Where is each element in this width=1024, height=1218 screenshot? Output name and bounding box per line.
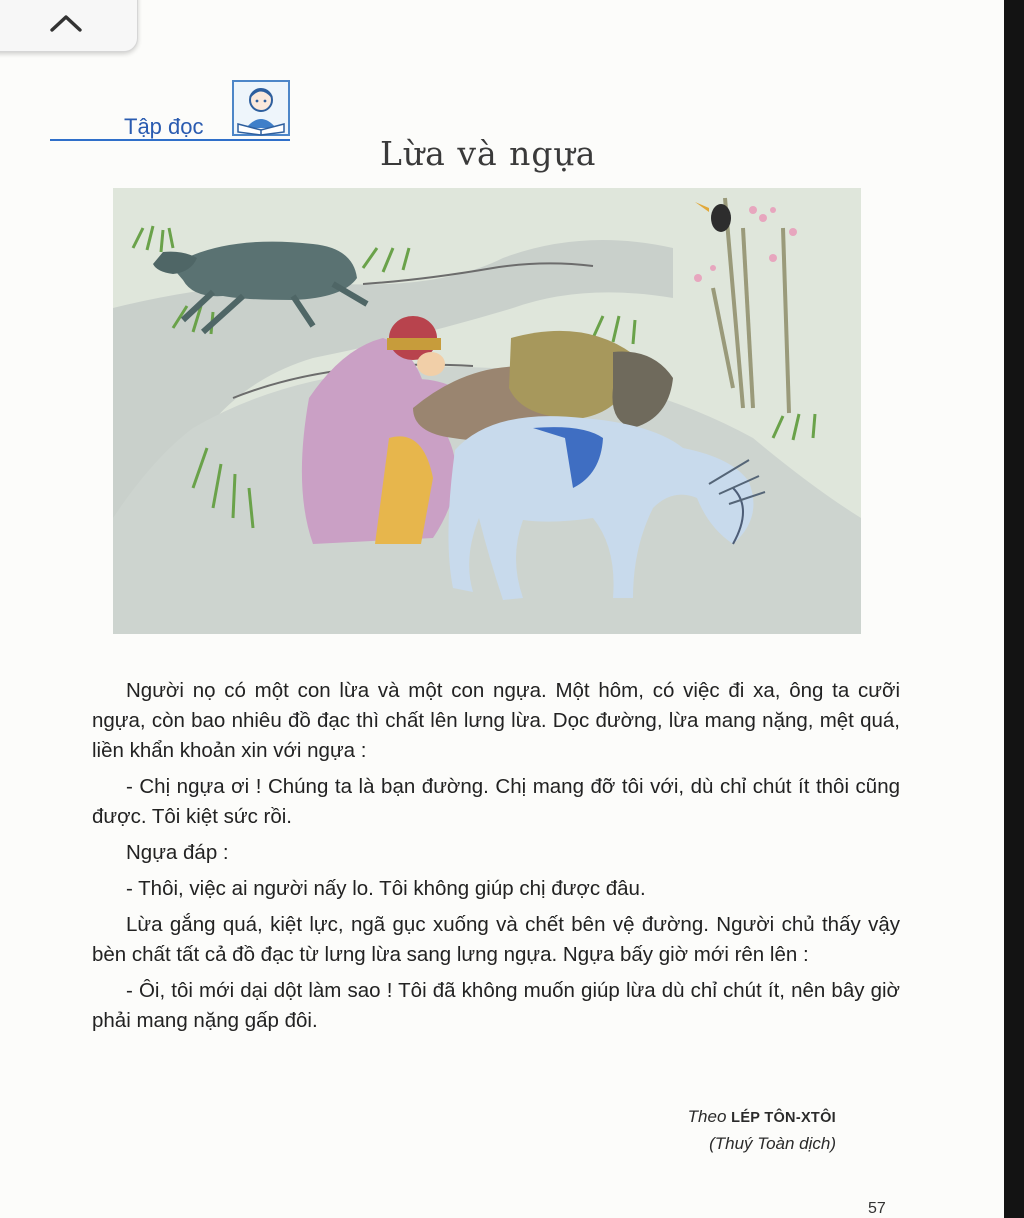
section-divider: [50, 139, 290, 141]
byline-translator: (Thuý Toàn dịch): [709, 1134, 836, 1153]
story-paragraph: - Chị ngựa ơi ! Chúng ta là bạn đường. Chị mang đỡ tôi với, dù chỉ chút ít thôi cũng được. Tôi kiệt sức rồi.: [92, 775, 900, 828]
story-paragraph: - Thôi, việc ai người nấy lo. Tôi không giúp chị được đâu.: [126, 877, 646, 900]
page-number: 57: [868, 1200, 886, 1217]
collapse-button[interactable]: [0, 0, 138, 52]
window-edge: [1004, 0, 1024, 1218]
section-label: Tập đọc: [124, 114, 204, 139]
story-paragraph: Ngựa đáp :: [126, 841, 229, 864]
story-title: Lừa và ngựa: [380, 134, 597, 173]
reading-child-icon: [232, 80, 290, 136]
chevron-up-icon: [48, 12, 84, 34]
story-paragraph: Lừa gắng quá, kiệt lực, ngã gục xuống và chết bên vệ đường. Người chủ thấy vậy bèn chất tất cả đồ đạc từ lưng lừa sang lưng ngựa. Ngựa bấy giờ mới rên lên :: [92, 913, 900, 966]
byline-author: LÉP TÔN-XTÔI: [731, 1110, 836, 1126]
byline-prefix: Theo: [687, 1107, 727, 1126]
story-paragraph: - Ôi, tôi mới dại dột làm sao ! Tôi đã không muốn giúp lừa dù chỉ chút ít, nên bây giờ phải mang nặng gấp đôi.: [92, 979, 900, 1032]
story-paragraph: Người nọ có một con lừa và một con ngựa. Một hôm, có việc đi xa, ông ta cưỡi ngựa, còn bao nhiêu đồ đạc thì chất lên lưng lừa. Dọc đường, lừa mang nặng, mệt quá, liền khẩn khoản xin với ngựa :: [92, 679, 900, 762]
donkey-and-horse-illustration: [113, 188, 861, 634]
story-text: [92, 676, 900, 1042]
byline: [688, 1104, 836, 1157]
